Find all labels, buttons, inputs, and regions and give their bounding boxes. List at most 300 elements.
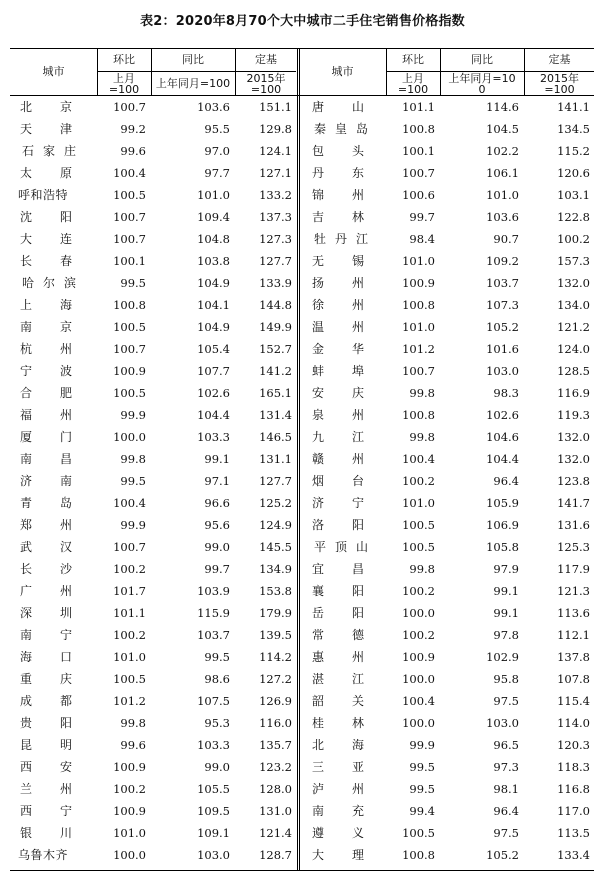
- right-base-cell: 121.3: [557, 584, 590, 598]
- header-mom-sub-left: 上月=100: [108, 72, 140, 95]
- right-yoy-cell: 104.6: [486, 430, 519, 444]
- left-mom-cell: 100.2: [113, 782, 146, 796]
- header-yoy-sub-right-line2: 0: [478, 82, 486, 95]
- left-city-cell: 济南: [20, 474, 72, 488]
- table-row: [10, 206, 594, 228]
- right-mom-cell: 100.8: [402, 298, 435, 312]
- left-city-cell: 呼和浩特: [18, 188, 69, 202]
- right-yoy-cell: 103.6: [486, 210, 519, 224]
- left-mom-cell: 100.5: [113, 188, 146, 202]
- left-base-cell: 131.0: [259, 804, 292, 818]
- left-city-cell: 厦门: [20, 430, 72, 444]
- left-city-cell: 银川: [20, 826, 72, 840]
- left-city-cell: 福州: [20, 408, 72, 422]
- table-row: [10, 668, 594, 690]
- left-mom-cell: 100.7: [113, 342, 146, 356]
- left-yoy-cell: 103.3: [197, 738, 230, 752]
- left-yoy-cell: 99.7: [204, 562, 230, 576]
- table-row: [10, 250, 594, 272]
- left-city-cell: 太原: [20, 166, 72, 180]
- right-yoy-cell: 105.2: [486, 848, 519, 862]
- right-yoy-cell: 99.1: [493, 606, 519, 620]
- right-mom-cell: 100.8: [402, 408, 435, 422]
- left-city-cell: 大连: [20, 232, 72, 246]
- left-yoy-cell: 104.8: [197, 232, 230, 246]
- right-base-cell: 132.0: [557, 452, 590, 466]
- right-mom-cell: 100.8: [402, 848, 435, 862]
- right-yoy-cell: 99.1: [493, 584, 519, 598]
- right-base-cell: 134.0: [557, 298, 590, 312]
- left-base-cell: 153.8: [259, 584, 292, 598]
- table-row: [10, 426, 594, 448]
- right-base-cell: 103.1: [557, 188, 590, 202]
- right-city-cell: 烟台: [312, 474, 364, 488]
- left-city-cell: 成都: [20, 694, 72, 708]
- right-mom-cell: 98.4: [409, 232, 435, 246]
- right-city-cell: 泸州: [312, 782, 364, 796]
- header-yoy-sub-right-line1: 上年同月=10: [448, 72, 516, 85]
- left-yoy-cell: 109.1: [197, 826, 230, 840]
- table-row: [10, 712, 594, 734]
- right-city-cell: 蚌埠: [312, 364, 364, 378]
- table-row: [10, 470, 594, 492]
- right-mom-cell: 101.2: [402, 342, 435, 356]
- left-city-cell: 广州: [20, 584, 72, 598]
- left-base-cell: 123.2: [259, 760, 292, 774]
- right-base-cell: 115.2: [557, 144, 590, 158]
- left-mom-cell: 99.5: [120, 276, 146, 290]
- left-base-cell: 141.2: [259, 364, 292, 378]
- left-yoy-cell: 104.9: [197, 320, 230, 334]
- left-city-cell: 郑州: [20, 518, 72, 532]
- right-mom-cell: 101.1: [402, 100, 435, 114]
- right-city-cell: 遵义: [312, 826, 364, 840]
- left-city-cell: 乌鲁木齐: [18, 848, 69, 862]
- right-base-cell: 132.0: [557, 276, 590, 290]
- table-row: [10, 800, 594, 822]
- left-yoy-cell: 107.7: [197, 364, 230, 378]
- left-yoy-cell: 103.3: [197, 430, 230, 444]
- table-row: [10, 294, 594, 316]
- left-base-cell: 127.2: [259, 672, 292, 686]
- left-base-cell: 126.9: [259, 694, 292, 708]
- left-base-cell: 145.5: [259, 540, 292, 554]
- right-base-cell: 131.6: [557, 518, 590, 532]
- right-yoy-cell: 96.5: [493, 738, 519, 752]
- right-city-cell: 岳阳: [312, 606, 364, 620]
- left-mom-cell: 101.1: [113, 606, 146, 620]
- right-city-cell: 九江: [312, 430, 364, 444]
- header-divider-left: [97, 71, 296, 72]
- left-city-cell: 武汉: [20, 540, 72, 554]
- left-base-cell: 133.9: [259, 276, 292, 290]
- right-yoy-cell: 97.9: [493, 562, 519, 576]
- right-yoy-cell: 103.0: [486, 364, 519, 378]
- left-base-cell: 125.2: [259, 496, 292, 510]
- left-mom-cell: 99.9: [120, 518, 146, 532]
- right-base-cell: 141.1: [557, 100, 590, 114]
- header-yoy-sub-left: 上年同月=100: [155, 77, 231, 90]
- left-city-cell: 合肥: [20, 386, 72, 400]
- right-base-cell: 100.2: [557, 232, 590, 246]
- table-row: [10, 272, 594, 294]
- left-mom-cell: 100.4: [113, 496, 146, 510]
- right-yoy-cell: 103.0: [486, 716, 519, 730]
- left-yoy-cell: 99.0: [204, 540, 230, 554]
- right-city-cell: 吉林: [312, 210, 364, 224]
- table-row: [10, 492, 594, 514]
- right-base-cell: 133.4: [557, 848, 590, 862]
- left-base-cell: 146.5: [259, 430, 292, 444]
- header-vline: [440, 48, 441, 95]
- left-mom-cell: 100.0: [113, 430, 146, 444]
- left-yoy-cell: 104.4: [197, 408, 230, 422]
- left-yoy-cell: 103.9: [197, 584, 230, 598]
- right-mom-cell: 100.7: [402, 166, 435, 180]
- right-yoy-cell: 102.6: [486, 408, 519, 422]
- right-mom-cell: 99.5: [409, 782, 435, 796]
- right-yoy-cell: 104.5: [486, 122, 519, 136]
- table-row: [10, 514, 594, 536]
- right-mom-cell: 100.5: [402, 540, 435, 554]
- right-base-cell: 137.8: [557, 650, 590, 664]
- left-city-cell: 西宁: [20, 804, 72, 818]
- left-mom-cell: 101.0: [113, 650, 146, 664]
- right-base-cell: 115.4: [557, 694, 590, 708]
- left-yoy-cell: 107.5: [197, 694, 230, 708]
- table-row: [10, 844, 594, 866]
- left-yoy-cell: 103.0: [197, 848, 230, 862]
- table-row: [10, 96, 594, 118]
- left-yoy-cell: 104.1: [197, 298, 230, 312]
- right-base-cell: 134.5: [557, 122, 590, 136]
- right-city-cell: 惠州: [312, 650, 364, 664]
- right-mom-cell: 100.2: [402, 628, 435, 642]
- header-vline: [524, 48, 525, 95]
- right-yoy-cell: 104.4: [486, 452, 519, 466]
- right-yoy-cell: 107.3: [486, 298, 519, 312]
- right-city-cell: 襄阳: [312, 584, 364, 598]
- right-city-cell: 韶关: [312, 694, 364, 708]
- table-row: [10, 338, 594, 360]
- left-mom-cell: 101.7: [113, 584, 146, 598]
- right-city-cell: 秦皇岛: [314, 122, 368, 136]
- header-mom-right: 环比: [402, 52, 424, 66]
- left-city-cell: 南宁: [20, 628, 72, 642]
- header-vline: [386, 48, 387, 95]
- right-mom-cell: 100.1: [402, 144, 435, 158]
- left-mom-cell: 100.8: [113, 298, 146, 312]
- left-mom-cell: 100.9: [113, 364, 146, 378]
- right-yoy-cell: 103.7: [486, 276, 519, 290]
- left-mom-cell: 101.0: [113, 826, 146, 840]
- right-yoy-cell: 97.5: [493, 694, 519, 708]
- right-city-cell: 洛阳: [312, 518, 364, 532]
- left-mom-cell: 100.2: [113, 562, 146, 576]
- right-yoy-cell: 96.4: [493, 804, 519, 818]
- right-yoy-cell: 95.8: [493, 672, 519, 686]
- right-mom-cell: 100.9: [402, 650, 435, 664]
- right-city-cell: 泉州: [312, 408, 364, 422]
- left-base-cell: 114.2: [259, 650, 292, 664]
- right-city-cell: 徐州: [312, 298, 364, 312]
- right-base-cell: 128.5: [557, 364, 590, 378]
- right-city-cell: 平顶山: [314, 540, 368, 554]
- left-base-cell: 131.4: [259, 408, 292, 422]
- right-base-cell: 122.8: [557, 210, 590, 224]
- header-mom-left: 环比: [113, 52, 135, 66]
- left-mom-cell: 100.0: [113, 848, 146, 862]
- left-city-cell: 上海: [20, 298, 72, 312]
- left-mom-cell: 100.7: [113, 540, 146, 554]
- right-yoy-cell: 101.0: [486, 188, 519, 202]
- left-yoy-cell: 95.5: [204, 122, 230, 136]
- right-base-cell: 119.3: [557, 408, 590, 422]
- left-yoy-cell: 99.1: [204, 452, 230, 466]
- right-city-cell: 赣州: [312, 452, 364, 466]
- left-yoy-cell: 96.6: [204, 496, 230, 510]
- right-base-cell: 124.0: [557, 342, 590, 356]
- right-base-cell: 116.9: [557, 386, 590, 400]
- left-base-cell: 131.1: [259, 452, 292, 466]
- right-mom-cell: 99.7: [409, 210, 435, 224]
- left-mom-cell: 100.5: [113, 672, 146, 686]
- right-yoy-cell: 106.1: [486, 166, 519, 180]
- left-city-cell: 南昌: [20, 452, 72, 466]
- left-base-cell: 133.2: [259, 188, 292, 202]
- right-base-cell: 112.1: [557, 628, 590, 642]
- left-base-cell: 116.0: [259, 716, 292, 730]
- left-city-cell: 昆明: [20, 738, 72, 752]
- right-base-cell: 125.3: [557, 540, 590, 554]
- right-mom-cell: 100.0: [402, 672, 435, 686]
- right-city-cell: 桂林: [312, 716, 364, 730]
- left-yoy-cell: 115.9: [197, 606, 230, 620]
- right-city-cell: 三亚: [312, 760, 364, 774]
- left-mom-cell: 100.5: [113, 386, 146, 400]
- right-yoy-cell: 98.3: [493, 386, 519, 400]
- left-mom-cell: 100.2: [113, 628, 146, 642]
- header-divider-right: [386, 71, 594, 72]
- left-yoy-cell: 109.4: [197, 210, 230, 224]
- right-city-cell: 扬州: [312, 276, 364, 290]
- right-base-cell: 117.0: [557, 804, 590, 818]
- table-row: [10, 756, 594, 778]
- right-city-cell: 温州: [312, 320, 364, 334]
- left-mom-cell: 99.6: [120, 738, 146, 752]
- right-mom-cell: 99.8: [409, 562, 435, 576]
- left-city-cell: 哈尔滨: [22, 276, 76, 290]
- left-city-cell: 重庆: [20, 672, 72, 686]
- right-yoy-cell: 97.3: [493, 760, 519, 774]
- left-base-cell: 124.9: [259, 518, 292, 532]
- right-city-cell: 北海: [312, 738, 364, 752]
- left-mom-cell: 100.9: [113, 804, 146, 818]
- right-yoy-cell: 102.2: [486, 144, 519, 158]
- left-base-cell: 127.1: [259, 166, 292, 180]
- left-yoy-cell: 99.0: [204, 760, 230, 774]
- left-base-cell: 151.1: [259, 100, 292, 114]
- header-mom-sub-right: 上月=100: [397, 72, 429, 95]
- right-mom-cell: 99.9: [409, 738, 435, 752]
- right-mom-cell: 99.8: [409, 430, 435, 444]
- left-yoy-cell: 98.6: [204, 672, 230, 686]
- header-vline: [151, 48, 152, 95]
- table-row: [10, 536, 594, 558]
- table-row: [10, 734, 594, 756]
- header-yoy-sub-right: [441, 72, 523, 95]
- right-city-cell: 大理: [312, 848, 364, 862]
- left-city-cell: 南京: [20, 320, 72, 334]
- right-mom-cell: 101.0: [402, 496, 435, 510]
- right-city-cell: 牡丹江: [314, 232, 368, 246]
- right-mom-cell: 100.9: [402, 276, 435, 290]
- left-city-cell: 杭州: [20, 342, 72, 356]
- left-base-cell: 139.5: [259, 628, 292, 642]
- right-city-cell: 丹东: [312, 166, 364, 180]
- table-row: [10, 118, 594, 140]
- left-city-cell: 西安: [20, 760, 72, 774]
- left-mom-cell: 100.9: [113, 760, 146, 774]
- left-yoy-cell: 97.7: [204, 166, 230, 180]
- right-mom-cell: 100.0: [402, 606, 435, 620]
- header-city-left: 城市: [42, 65, 65, 78]
- right-city-cell: 济宁: [312, 496, 364, 510]
- right-city-cell: 湛江: [312, 672, 364, 686]
- right-base-cell: 141.7: [557, 496, 590, 510]
- left-base-cell: 134.9: [259, 562, 292, 576]
- right-yoy-cell: 102.9: [486, 650, 519, 664]
- left-mom-cell: 100.7: [113, 100, 146, 114]
- left-base-cell: 152.7: [259, 342, 292, 356]
- right-mom-cell: 101.0: [402, 320, 435, 334]
- right-mom-cell: 100.7: [402, 364, 435, 378]
- right-yoy-cell: 96.4: [493, 474, 519, 488]
- table-row: [10, 602, 594, 624]
- left-base-cell: 129.8: [259, 122, 292, 136]
- left-city-cell: 青岛: [20, 496, 72, 510]
- left-yoy-cell: 103.6: [197, 100, 230, 114]
- right-city-cell: 常德: [312, 628, 364, 642]
- right-mom-cell: 100.4: [402, 694, 435, 708]
- left-city-cell: 宁波: [20, 364, 72, 378]
- table-row: [10, 228, 594, 250]
- left-yoy-cell: 99.5: [204, 650, 230, 664]
- table-header: [10, 48, 594, 95]
- left-base-cell: 144.8: [259, 298, 292, 312]
- right-yoy-cell: 105.9: [486, 496, 519, 510]
- right-base-cell: 123.8: [557, 474, 590, 488]
- table-row: [10, 624, 594, 646]
- right-city-cell: 无锡: [312, 254, 364, 268]
- right-base-cell: 120.6: [557, 166, 590, 180]
- left-mom-cell: 101.2: [113, 694, 146, 708]
- left-base-cell: 127.7: [259, 254, 292, 268]
- table-row: [10, 690, 594, 712]
- right-city-cell: 南充: [312, 804, 364, 818]
- table-row: [10, 778, 594, 800]
- left-mom-cell: 99.6: [120, 144, 146, 158]
- left-yoy-cell: 103.7: [197, 628, 230, 642]
- left-base-cell: 127.3: [259, 232, 292, 246]
- left-yoy-cell: 102.6: [197, 386, 230, 400]
- right-city-cell: 唐山: [312, 100, 364, 114]
- left-base-cell: 128.7: [259, 848, 292, 862]
- left-city-cell: 兰州: [20, 782, 72, 796]
- table-row: [10, 646, 594, 668]
- right-base-cell: 114.0: [557, 716, 590, 730]
- right-mom-cell: 99.8: [409, 386, 435, 400]
- left-yoy-cell: 101.0: [197, 188, 230, 202]
- table-bottom-rule: [10, 870, 594, 871]
- right-city-cell: 锦州: [312, 188, 364, 202]
- left-yoy-cell: 95.6: [204, 518, 230, 532]
- left-mom-cell: 100.5: [113, 320, 146, 334]
- header-base-right: 定基: [548, 52, 571, 66]
- left-city-cell: 长春: [20, 254, 72, 268]
- left-mom-cell: 100.7: [113, 210, 146, 224]
- right-mom-cell: 100.5: [402, 518, 435, 532]
- left-base-cell: 135.7: [259, 738, 292, 752]
- left-yoy-cell: 105.4: [197, 342, 230, 356]
- right-mom-cell: 100.2: [402, 584, 435, 598]
- left-yoy-cell: 95.3: [204, 716, 230, 730]
- left-city-cell: 北京: [20, 100, 72, 114]
- left-city-cell: 海口: [20, 650, 72, 664]
- header-base-sub-left: 2015年=100: [246, 72, 286, 95]
- right-yoy-cell: 105.2: [486, 320, 519, 334]
- table-row: [10, 184, 594, 206]
- table-row: [10, 580, 594, 602]
- header-yoy-left: 同比: [182, 52, 204, 66]
- header-base-sub-right: 2015年=100: [540, 72, 579, 95]
- table-row: [10, 140, 594, 162]
- header-city-right: 城市: [331, 65, 354, 78]
- left-yoy-cell: 109.5: [197, 804, 230, 818]
- right-yoy-cell: 90.7: [493, 232, 519, 246]
- right-mom-cell: 100.0: [402, 716, 435, 730]
- left-city-cell: 长沙: [20, 562, 72, 576]
- right-base-cell: 113.5: [557, 826, 590, 840]
- right-yoy-cell: 101.6: [486, 342, 519, 356]
- left-mom-cell: 99.9: [120, 408, 146, 422]
- left-mom-cell: 99.5: [120, 474, 146, 488]
- right-mom-cell: 99.4: [409, 804, 435, 818]
- left-mom-cell: 100.4: [113, 166, 146, 180]
- right-mom-cell: 100.5: [402, 826, 435, 840]
- right-base-cell: 118.3: [557, 760, 590, 774]
- left-mom-cell: 99.2: [120, 122, 146, 136]
- left-yoy-cell: 97.0: [204, 144, 230, 158]
- left-base-cell: 137.3: [259, 210, 292, 224]
- left-yoy-cell: 97.1: [204, 474, 230, 488]
- left-city-cell: 贵阳: [20, 716, 72, 730]
- left-base-cell: 127.7: [259, 474, 292, 488]
- left-city-cell: 深圳: [20, 606, 72, 620]
- right-mom-cell: 100.4: [402, 452, 435, 466]
- right-yoy-cell: 97.8: [493, 628, 519, 642]
- right-base-cell: 117.9: [557, 562, 590, 576]
- right-yoy-cell: 114.6: [486, 100, 519, 114]
- left-mom-cell: 100.1: [113, 254, 146, 268]
- left-city-cell: 石家庄: [22, 144, 76, 158]
- table-row: [10, 558, 594, 580]
- table-row: [10, 360, 594, 382]
- left-mom-cell: 99.8: [120, 452, 146, 466]
- left-base-cell: 149.9: [259, 320, 292, 334]
- right-city-cell: 金华: [312, 342, 364, 356]
- right-mom-cell: 101.0: [402, 254, 435, 268]
